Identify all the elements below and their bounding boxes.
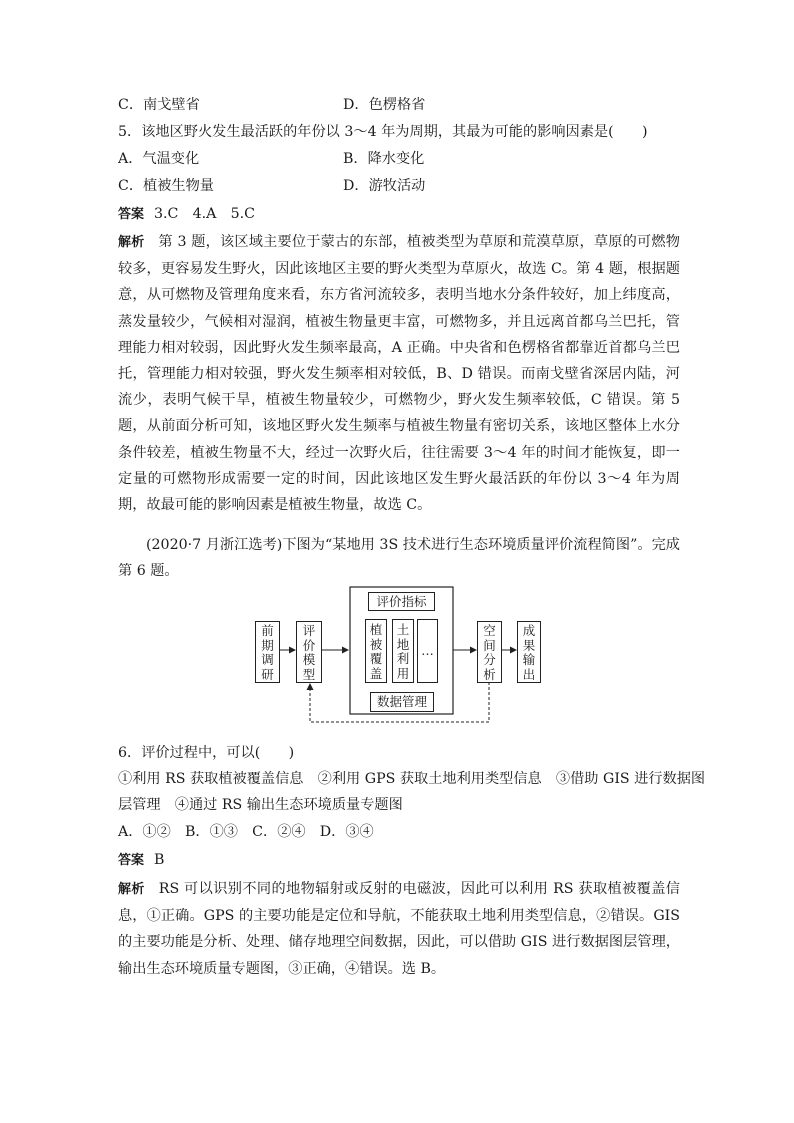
veg-cover-label: 植被覆盖: [369, 622, 383, 681]
analysis-label: 解析: [118, 882, 145, 897]
answer-label: 答案: [118, 207, 145, 222]
q6-options-line-2: 层管理 ④通过 RS 输出生态环境质量专题图: [118, 797, 403, 813]
q5-option-d: D．游牧活动: [343, 178, 426, 194]
question-intro: (2020·7 月浙江选考)下图为“某地用 3S 技术进行生态环境质量评价流程简图”。完成第 6 题。: [118, 537, 680, 580]
q5-option-b: B．降水变化: [343, 151, 425, 167]
ellipsis-label: …: [421, 643, 434, 658]
analysis-text: RS 可以识别不同的地物辐射或反射的电磁波，因此可以利用 RS 获取植被覆盖信息，①正确。GPS 的主要功能是定位和导航，不能获取土地利用类型信息，②错误。GIS 的主要功能是分析、处理、储存地理空间数据，因此，可以借助 GIS 进行数据图层管理，输出生态环境质量专题图，③正确，④错误。选 B。: [118, 881, 680, 977]
q6-stem: 6．评价过程中，可以( ): [118, 745, 295, 761]
q6-options-line-1: ①利用 RS 获取植被覆盖信息 ②利用 GPS 获取土地利用类型信息 ③借助 GIS 进行数据图: [118, 771, 706, 787]
output-box: [517, 621, 541, 683]
land-use-box: [392, 619, 414, 683]
answer-block-1: [118, 204, 255, 225]
eval-model-box: [296, 621, 322, 683]
q5-stem: 5．该地区野火发生最活跃的年份以 3～4 年为周期，其最为可能的影响因素是( ): [118, 124, 648, 140]
q4-option-c: C．南戈壁省: [118, 97, 200, 113]
answer-text: 3.C 4.A 5.C: [154, 206, 255, 222]
eval-indicators-label: 评价指标: [376, 594, 427, 609]
data-mgmt-box: [370, 692, 434, 712]
spatial-analysis-box: [477, 621, 502, 683]
analysis-label: 解析: [118, 235, 145, 250]
spatial-analysis-label: 空间分析: [483, 623, 496, 682]
flow-diagram: [250, 585, 550, 725]
answer-text: B: [154, 852, 165, 868]
veg-cover-box: [365, 619, 387, 683]
analysis-block-2: [118, 876, 680, 982]
q5-option-c: C．植被生物量: [118, 178, 214, 194]
eval-indicators-box: [368, 592, 435, 611]
early-survey-label: 前期调研: [261, 623, 274, 682]
data-mgmt-label: 数据管理: [376, 694, 427, 709]
land-use-label: 土地利用: [396, 622, 410, 681]
other-indicators-box: [417, 619, 438, 683]
answer-block-2: [118, 850, 164, 871]
analysis-text: 第 3 题，该区域主要位于蒙古的东部，植被类型为草原和荒漠草原，草原的可燃物较多，更容易发生野火，因此该地区主要的野火类型为草原火，故选 C。第 4 题，根据题意，从可燃物及管理角度来看，东方省河流较多，表明当地水分条件较好，加上纬度高，蒸发量较少，气候相对湿润，植被生物量更丰富，可燃物多，并且远离首都乌兰巴托，管理能力相对较弱，因此野火发生频率最高，A 正确。中央省和色楞格省都靠近首都乌兰巴托，管理能力相对较强，野火发生频率相对较低，B、D 错误。而南戈壁省深居内陆，河流少，表明气候干旱，植被生物量较少，可燃物少，野火发生频率较低，C 错误。第 5 题，从前面分析可知，该地区野火发生频率与植被生物量有密切关系，该地区整体上水分条件较差，植被生物量不大，经过一次野火后，往往需要 3～4 年的时间才能恢复，即一定量的可燃物形成需要一定的时间，因此该地区发生野火最活跃的年份以 3～4 年为周期，故最可能的影响因素是植被生物量，故选 C。: [118, 234, 680, 514]
answer-label: 答案: [118, 853, 145, 868]
q4-option-d: D．色楞格省: [343, 97, 426, 113]
analysis-block-1: [118, 229, 680, 518]
early-survey-box: [255, 621, 280, 683]
q6-choices: A．①② B．①③ C．②④ D．③④: [118, 824, 374, 840]
output-label: 成果输出: [522, 623, 536, 682]
eval-model-label: 评价模型: [302, 623, 316, 682]
q5-option-a: A．气温变化: [118, 151, 200, 167]
